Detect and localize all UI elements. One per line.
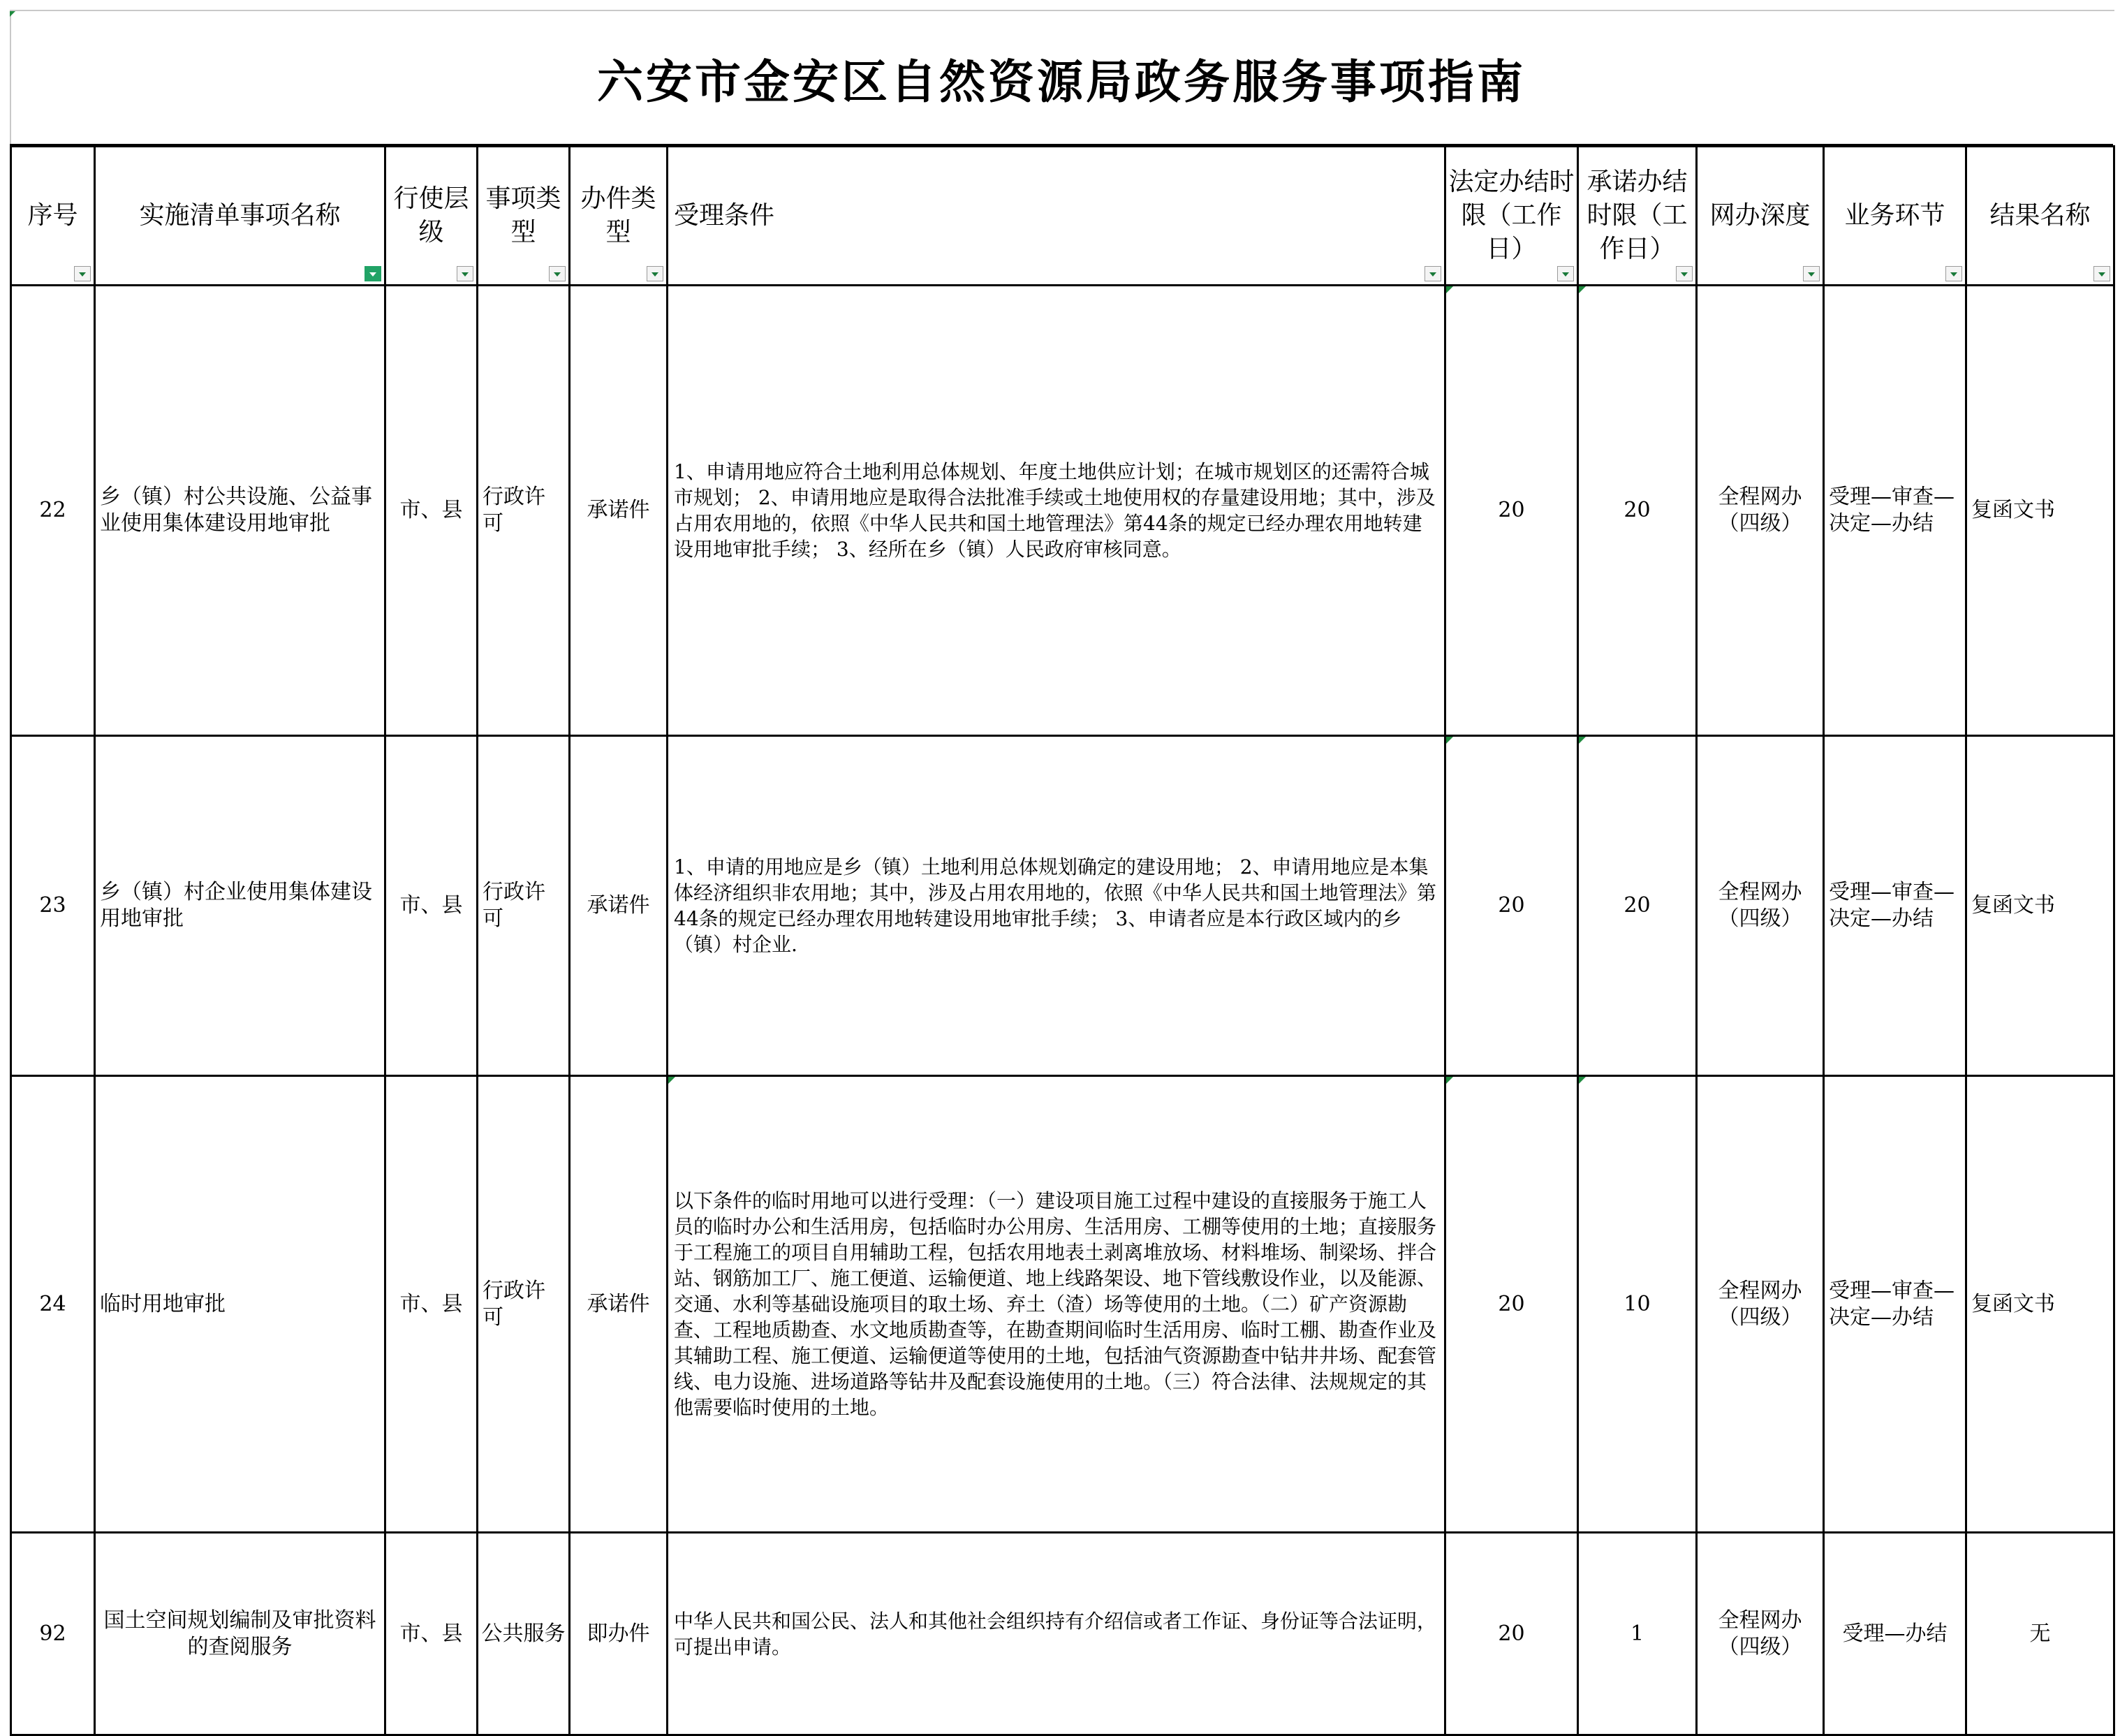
cell-item-name[interactable]: 临时用地审批 [95,1076,385,1533]
filter-dropdown-icon[interactable] [1676,266,1693,281]
cell-case-type[interactable]: 承诺件 [570,1076,668,1533]
cell-result-name[interactable]: 复函文书 [1966,1076,2114,1533]
comment-indicator-icon [1446,737,1453,744]
cell-result-name[interactable]: 复函文书 [1966,286,2114,736]
filter-dropdown-icon[interactable] [74,266,91,281]
cell-item-name[interactable]: 国土空间规划编制及审批资料的查阅服务 [95,1533,385,1735]
header-row [11,147,2114,286]
cell-item-type[interactable]: 行政许可 [478,286,570,736]
cell-process[interactable]: 受理—审查—决定—办结 [1824,286,1966,736]
cell-conditions[interactable]: 中华人民共和国公民、法人和其他社会组织持有介绍信或者工作证、身份证等合法证明，可提出申请。 [668,1533,1445,1735]
header-legal-limit[interactable]: 法定办结时限（工作日） [1445,147,1578,286]
comment-indicator-icon [1579,286,1586,293]
header-level[interactable]: 行使层级 [385,147,478,286]
cell-online-depth[interactable]: 全程网办（四级） [1697,286,1824,736]
filter-dropdown-icon[interactable] [549,266,566,281]
cell-legal-limit[interactable]: 20 [1445,286,1578,736]
cell-process[interactable]: 受理—审查—决定—办结 [1824,1076,1966,1533]
cell-item-name[interactable]: 乡（镇）村企业使用集体建设用地审批 [95,736,385,1076]
cell-legal-limit[interactable]: 20 [1445,1076,1578,1533]
cell-level[interactable]: 市、县 [385,1076,478,1533]
comment-indicator-icon [10,11,15,17]
comment-indicator-icon [668,1077,675,1084]
cell-item-type[interactable]: 行政许可 [478,736,570,1076]
filter-dropdown-icon[interactable] [457,266,473,281]
page-title: 六安市金安区自然资源局政务服务事项指南 [597,54,1526,109]
filter-dropdown-icon[interactable] [1425,266,1441,281]
comment-indicator-icon [1579,1077,1586,1084]
cell-online-depth[interactable]: 全程网办（四级） [1697,1533,1824,1735]
cell-online-depth[interactable]: 全程网办（四级） [1697,736,1824,1076]
header-conditions[interactable]: 受理条件 [668,147,1445,286]
cell-legal-limit[interactable]: 20 [1445,1533,1578,1735]
cell-seq[interactable]: 23 [11,736,95,1076]
cell-seq[interactable]: 22 [11,286,95,736]
header-online-depth[interactable]: 网办深度 [1697,147,1824,286]
comment-indicator-icon [1579,737,1586,744]
filter-dropdown-icon[interactable] [2093,266,2110,281]
header-process[interactable]: 业务环节 [1824,147,1966,286]
cell-conditions[interactable]: 1、申请用地应符合土地利用总体规划、年度土地供应计划；在城市规划区的还需符合城市规划； 2、申请用地应是取得合法批准手续或土地使用权的存量建设用地；其中，涉及占用农用地的，依照《中华人民共和国土地管理法》第44条的规定已经办理农用地转建设用地审批手续； 3、经所在乡（镇）人民政府审核同意。 [668,286,1445,736]
cell-item-name[interactable]: 乡（镇）村公共设施、公益事业使用集体建设用地审批 [95,286,385,736]
header-case-type[interactable]: 办件类型 [570,147,668,286]
cell-promise-limit[interactable]: 1 [1578,1533,1697,1735]
filter-dropdown-icon[interactable] [647,266,663,281]
header-item-name[interactable]: 实施清单事项名称 [95,147,385,286]
header-seq[interactable]: 序号 [11,147,95,286]
comment-indicator-icon [1446,1077,1453,1084]
header-result-name[interactable]: 结果名称 [1966,147,2114,286]
table-row [11,1076,2114,1533]
cell-process[interactable]: 受理—办结 [1824,1533,1966,1735]
cell-item-type[interactable]: 行政许可 [478,1076,570,1533]
cell-promise-limit[interactable]: 10 [1578,1076,1697,1533]
header-promise-limit[interactable]: 承诺办结时限（工作日） [1578,147,1697,286]
cell-level[interactable]: 市、县 [385,1533,478,1735]
filter-dropdown-icon[interactable] [1803,266,1820,281]
cell-promise-limit[interactable]: 20 [1578,286,1697,736]
filter-dropdown-icon[interactable] [1945,266,1962,281]
cell-process[interactable]: 受理—审查—决定—办结 [1824,736,1966,1076]
cell-case-type[interactable]: 承诺件 [570,286,668,736]
service-table [10,145,2115,1736]
table-row [11,286,2114,736]
cell-case-type[interactable]: 即办件 [570,1533,668,1735]
cell-level[interactable]: 市、县 [385,286,478,736]
filter-active-icon[interactable] [365,266,381,281]
cell-seq[interactable]: 92 [11,1533,95,1735]
header-item-type[interactable]: 事项类型 [478,147,570,286]
cell-result-name[interactable]: 复函文书 [1966,736,2114,1076]
cell-legal-limit[interactable]: 20 [1445,736,1578,1076]
cell-seq[interactable]: 24 [11,1076,95,1533]
cell-item-type[interactable]: 公共服务 [478,1533,570,1735]
cell-conditions[interactable]: 以下条件的临时用地可以进行受理：（一）建设项目施工过程中建设的直接服务于施工人员的临时办公和生活用房，包括临时办公用房、生活用房、工棚等使用的土地；直接服务于工程施工的项目自用辅助工程，包括农用地表土剥离堆放场、材料堆场、制梁场、拌合站、钢筋加工厂、施工便道、运输便道、地上线路架设、地下管线敷设作业，以及能源、交通、水利等基础设施项目的取土场、弃土（渣）场等使用的土地。（二）矿产资源勘查、工程地质勘查、水文地质勘查等，在勘查期间临时生活用房、临时工棚、勘查作业及其辅助工程、施工便道、运输便道等使用的土地，包括油气资源勘查中钻井井场、配套管线、电力设施、进场道路等钻井及配套设施使用的土地。（三）符合法律、法规规定的其他需要临时使用的土地。 [668,1076,1445,1533]
title-row[interactable] [10,11,2113,146]
filter-dropdown-icon[interactable] [1557,266,1574,281]
cell-result-name[interactable]: 无 [1966,1533,2114,1735]
cell-case-type[interactable]: 承诺件 [570,736,668,1076]
comment-indicator-icon [1446,286,1453,293]
cell-promise-limit[interactable]: 20 [1578,736,1697,1076]
cell-level[interactable]: 市、县 [385,736,478,1076]
table-row [11,1533,2114,1735]
table-row [11,736,2114,1076]
cell-online-depth[interactable]: 全程网办（四级） [1697,1076,1824,1533]
cell-conditions[interactable]: 1、申请的用地应是乡（镇）土地利用总体规划确定的建设用地； 2、申请用地应是本集体经济组织非农用地；其中，涉及占用农用地的，依照《中华人民共和国土地管理法》第44条的规定已经办理农用地转建设用地审批手续； 3、申请者应是本行政区域内的乡（镇）村企业. [668,736,1445,1076]
